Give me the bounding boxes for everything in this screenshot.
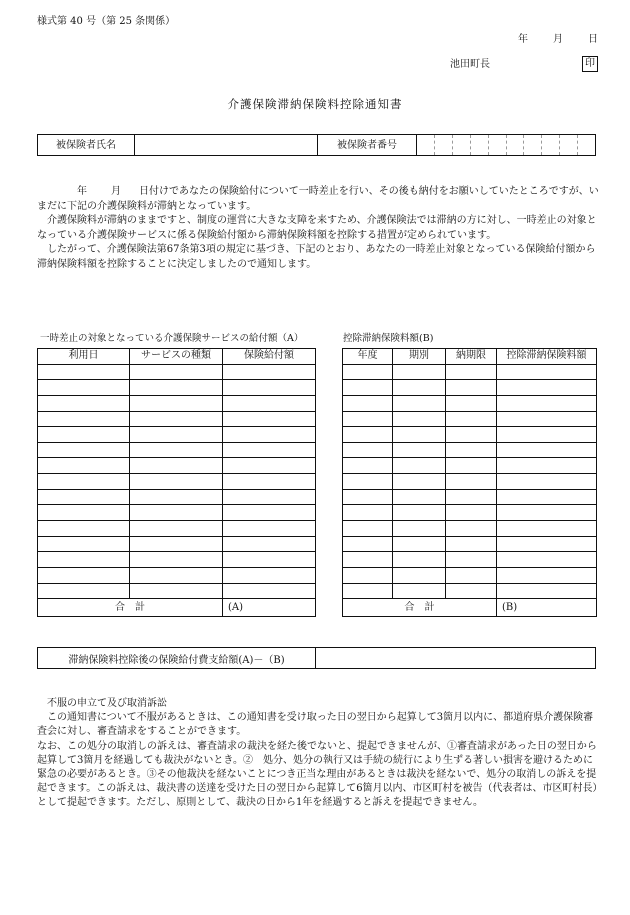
table-a-caption: 一時差止の対象となっている介護保険サービスの給付額（A） xyxy=(40,333,304,344)
table-a-body xyxy=(38,364,316,599)
table-b-cell[interactable] xyxy=(497,521,597,537)
body-paragraph-1 xyxy=(37,185,599,214)
table-a-cell[interactable] xyxy=(130,552,223,568)
table-b-cell[interactable] xyxy=(343,458,393,474)
table-a-cell[interactable] xyxy=(223,567,316,583)
table-a-cell[interactable] xyxy=(38,442,130,458)
table-b-cell[interactable] xyxy=(446,583,497,599)
table-a-cell[interactable] xyxy=(38,411,130,427)
table-b-cell[interactable] xyxy=(343,474,393,490)
table-b-cell[interactable] xyxy=(343,427,393,443)
body-paragraph-2: 介護保険料が滞納のままですと、制度の運営に大きな支障を来すため、介護保険法では滞納の方に対し、一時差止の対象となっている介護保険サービスに係る保険給付額から滞納保険料額を控除する措置が定められています。 xyxy=(37,215,597,241)
suspended-benefits-table xyxy=(37,348,316,617)
table-a-row xyxy=(38,536,316,552)
body-line1-text: 日付けであなたの保険給付について一時差止を行い、その後も納付をお願いしていたところですが、いまだに下記の介護保険料が滞納となっています。 xyxy=(37,186,599,212)
table-b-row xyxy=(343,521,597,537)
table-a-cell[interactable] xyxy=(38,583,130,599)
table-a-cell[interactable] xyxy=(223,442,316,458)
table-a-total-cell[interactable]: (A) xyxy=(223,599,316,617)
table-b-cell[interactable] xyxy=(446,395,497,411)
table-b-cell[interactable] xyxy=(446,442,497,458)
net-payment-field[interactable] xyxy=(316,648,595,668)
table-b-cell[interactable] xyxy=(393,474,446,490)
table-a-row xyxy=(38,427,316,443)
table-a-row xyxy=(38,489,316,505)
table-b-cell[interactable] xyxy=(393,552,446,568)
table-b-cell[interactable] xyxy=(497,442,597,458)
table-a-cell[interactable] xyxy=(38,395,130,411)
table-b-cell[interactable] xyxy=(497,583,597,599)
table-a-row xyxy=(38,583,316,599)
notice-body xyxy=(37,185,599,272)
table-b-cell[interactable] xyxy=(343,442,393,458)
table-b-row xyxy=(343,583,597,599)
table-a-cell[interactable] xyxy=(223,536,316,552)
table-a-cell[interactable] xyxy=(223,458,316,474)
table-b-row xyxy=(343,505,597,521)
table-b-row xyxy=(343,427,597,443)
date-day-label: 日 xyxy=(588,34,598,45)
table-b-cell[interactable] xyxy=(497,552,597,568)
table-a-cell[interactable] xyxy=(130,380,223,396)
table-a-cell[interactable] xyxy=(223,380,316,396)
appeal-paragraph-1: この通知書について不服があるときは、この通知書を受け取った日の翌日から起算して3箇月以内に、都道府県介護保険審査会に対し、審査請求をすることができます。 xyxy=(37,712,594,738)
table-b-cell[interactable] xyxy=(393,395,446,411)
table-a-row xyxy=(38,458,316,474)
body-month: 月 xyxy=(111,186,121,197)
table-a-cell[interactable] xyxy=(38,505,130,521)
table-a-row xyxy=(38,364,316,380)
table-b-cell[interactable] xyxy=(343,552,393,568)
table-b-row xyxy=(343,552,597,568)
table-b-body xyxy=(343,364,597,599)
table-a-cell[interactable] xyxy=(38,427,130,443)
net-payment-label: 滞納保険料控除後の保険給付費支給額(A)－（B) xyxy=(38,648,316,668)
date-month-label: 月 xyxy=(553,34,563,45)
table-a-cell[interactable] xyxy=(38,567,130,583)
table-b-total-label: 合 計 xyxy=(343,599,497,617)
insured-number-field[interactable] xyxy=(417,135,595,155)
table-a-cell[interactable] xyxy=(223,395,316,411)
table-a-cell[interactable] xyxy=(130,442,223,458)
table-a-total-row xyxy=(38,599,316,617)
table-b-total-row xyxy=(343,599,597,617)
table-b-row xyxy=(343,380,597,396)
table-a-row xyxy=(38,411,316,427)
date-year-label: 年 xyxy=(518,34,528,45)
table-b-row xyxy=(343,458,597,474)
table-b-header-period: 期別 xyxy=(393,349,446,365)
table-b-cell[interactable] xyxy=(497,474,597,490)
table-a-cell[interactable] xyxy=(130,536,223,552)
table-a-cell[interactable] xyxy=(223,364,316,380)
table-b-cell[interactable] xyxy=(497,427,597,443)
table-a-cell[interactable] xyxy=(223,489,316,505)
table-b-cell[interactable] xyxy=(393,583,446,599)
table-b-header-due: 納期限 xyxy=(446,349,497,365)
table-a-cell[interactable] xyxy=(130,411,223,427)
table-b-cell[interactable] xyxy=(446,364,497,380)
table-b-row xyxy=(343,489,597,505)
table-b-cell[interactable] xyxy=(343,411,393,427)
table-b-cell[interactable] xyxy=(446,552,497,568)
table-a-header-date: 利用日 xyxy=(38,349,130,365)
table-a-cell[interactable] xyxy=(223,552,316,568)
table-a-header-amount: 保険給付額 xyxy=(223,349,316,365)
insured-info-table xyxy=(37,134,596,156)
table-b-cell[interactable] xyxy=(497,505,597,521)
table-a-header-service: サービスの種類 xyxy=(130,349,223,365)
deducted-premium-table xyxy=(342,348,597,617)
table-a-cell[interactable] xyxy=(38,380,130,396)
table-b-header-row xyxy=(343,349,597,365)
table-a-cell[interactable] xyxy=(130,474,223,490)
table-b-cell[interactable] xyxy=(446,505,497,521)
table-b-cell[interactable] xyxy=(497,567,597,583)
table-a-row xyxy=(38,474,316,490)
table-b-row xyxy=(343,567,597,583)
table-b-cell[interactable] xyxy=(393,505,446,521)
table-b-cell[interactable] xyxy=(343,583,393,599)
table-b-cell[interactable] xyxy=(446,458,497,474)
table-a-cell[interactable] xyxy=(223,505,316,521)
table-b-cell[interactable] xyxy=(393,521,446,537)
table-b-row xyxy=(343,442,597,458)
table-b-cell[interactable] xyxy=(393,364,446,380)
table-b-total-cell[interactable]: (B) xyxy=(497,599,597,617)
table-b-cell[interactable] xyxy=(446,411,497,427)
table-a-cell[interactable] xyxy=(130,364,223,380)
table-b-row xyxy=(343,536,597,552)
table-b-cell[interactable] xyxy=(446,474,497,490)
body-paragraph-3: したがって、介護保険法第67条第3項の規定に基づき、下記のとおり、あなたの一時差止対象となっている保険給付額から滞納保険料額を控除することに決定しましたので通知します。 xyxy=(37,244,596,270)
issuer-name: 池田町長 xyxy=(450,59,490,70)
table-b-cell[interactable] xyxy=(393,536,446,552)
insured-name-label: 被保険者氏名 xyxy=(38,135,135,155)
table-a-row xyxy=(38,567,316,583)
table-b-cell[interactable] xyxy=(343,567,393,583)
table-b-cell[interactable] xyxy=(497,536,597,552)
appeal-paragraph-2: なお、この処分の取消しの訴えは、審査請求の裁決を経た後でないと、提起できませんが、①審査請求があった日の翌日から起算して3箇月を経過しても裁決がないとき。② 処分、処分の執行又は手続の続行により生ずる著しい損害を避けるために緊急の必要があるとき。③その他裁決を経ないことにつき正当な理由があるときは裁決を経ないで、処分の取消しの訴えを提起できます。この訴えは、裁決書の送達を受けた日の翌日から起算して6箇月以内、市区町村を被告（代表者は、市区町村長）として提起できます。ただし、原則として、裁決の日から1年を経過すると訴えを提起できません。 xyxy=(37,740,598,809)
table-b-row xyxy=(343,395,597,411)
table-b-cell[interactable] xyxy=(393,489,446,505)
table-b-cell[interactable] xyxy=(343,489,393,505)
insured-number-label: 被保険者番号 xyxy=(318,135,417,155)
table-a-cell[interactable] xyxy=(130,583,223,599)
table-b-cell[interactable] xyxy=(446,489,497,505)
table-a-cell[interactable] xyxy=(38,458,130,474)
appeal-section xyxy=(37,697,599,811)
table-b-caption: 控除滞納保険料額(B) xyxy=(343,333,434,344)
table-b-row xyxy=(343,411,597,427)
table-b-cell[interactable] xyxy=(497,395,597,411)
table-b-cell[interactable] xyxy=(497,411,597,427)
table-a-row xyxy=(38,380,316,396)
date-line xyxy=(518,33,598,46)
table-a-cell[interactable] xyxy=(130,567,223,583)
table-b-cell[interactable] xyxy=(497,489,597,505)
table-a-header-row xyxy=(38,349,316,365)
table-b-cell[interactable] xyxy=(393,458,446,474)
table-a-row xyxy=(38,505,316,521)
table-b-cell[interactable] xyxy=(446,427,497,443)
table-b-cell[interactable] xyxy=(446,567,497,583)
table-b-cell[interactable] xyxy=(343,395,393,411)
table-a-cell[interactable] xyxy=(130,521,223,537)
table-b-cell[interactable] xyxy=(393,427,446,443)
table-a-cell[interactable] xyxy=(38,364,130,380)
table-a-row xyxy=(38,442,316,458)
table-a-cell[interactable] xyxy=(38,474,130,490)
table-b-cell[interactable] xyxy=(497,364,597,380)
table-a-cell[interactable] xyxy=(38,489,130,505)
insured-number-cells xyxy=(417,135,595,155)
table-b-cell[interactable] xyxy=(446,536,497,552)
table-a-row xyxy=(38,552,316,568)
table-b-cell[interactable] xyxy=(497,458,597,474)
table-a-row xyxy=(38,521,316,537)
table-a-cell[interactable] xyxy=(130,489,223,505)
table-a-cell[interactable] xyxy=(38,521,130,537)
table-b-cell[interactable] xyxy=(497,380,597,396)
table-b-cell[interactable] xyxy=(343,505,393,521)
table-b-cell[interactable] xyxy=(343,364,393,380)
appeal-heading: 不服の申立て及び取消訴訟 xyxy=(47,698,167,709)
table-b-row xyxy=(343,364,597,380)
document-title: 介護保険滞納保険料控除通知書 xyxy=(227,97,403,111)
table-b-cell[interactable] xyxy=(343,521,393,537)
body-year: 年 xyxy=(77,186,87,197)
table-a-cell[interactable] xyxy=(130,505,223,521)
table-a-total-label: 合 計 xyxy=(38,599,223,617)
form-number: 様式第 40 号（第 25 条関係） xyxy=(37,16,176,27)
table-a-cell[interactable] xyxy=(130,427,223,443)
table-b-cell[interactable] xyxy=(343,536,393,552)
table-b-cell[interactable] xyxy=(446,521,497,537)
table-a-row xyxy=(38,395,316,411)
table-b-cell[interactable] xyxy=(393,567,446,583)
table-b-header-year: 年度 xyxy=(343,349,393,365)
table-a-cell[interactable] xyxy=(223,521,316,537)
table-b-row xyxy=(343,474,597,490)
table-a-cell[interactable] xyxy=(223,583,316,599)
table-b-cell[interactable] xyxy=(446,380,497,396)
table-a-cell[interactable] xyxy=(130,395,223,411)
table-b-cell[interactable] xyxy=(393,380,446,396)
table-a-cell[interactable] xyxy=(223,411,316,427)
net-payment-box xyxy=(37,647,596,669)
table-b-cell[interactable] xyxy=(393,442,446,458)
table-a-cell[interactable] xyxy=(130,458,223,474)
table-a-cell[interactable] xyxy=(223,474,316,490)
table-a-cell[interactable] xyxy=(38,536,130,552)
table-b-header-amount: 控除滞納保険料額 xyxy=(497,349,597,365)
seal-mark: 印 xyxy=(582,56,598,72)
insured-name-field[interactable] xyxy=(135,135,318,155)
table-a-cell[interactable] xyxy=(38,552,130,568)
table-b-cell[interactable] xyxy=(393,411,446,427)
table-a-cell[interactable] xyxy=(223,427,316,443)
table-b-cell[interactable] xyxy=(343,380,393,396)
